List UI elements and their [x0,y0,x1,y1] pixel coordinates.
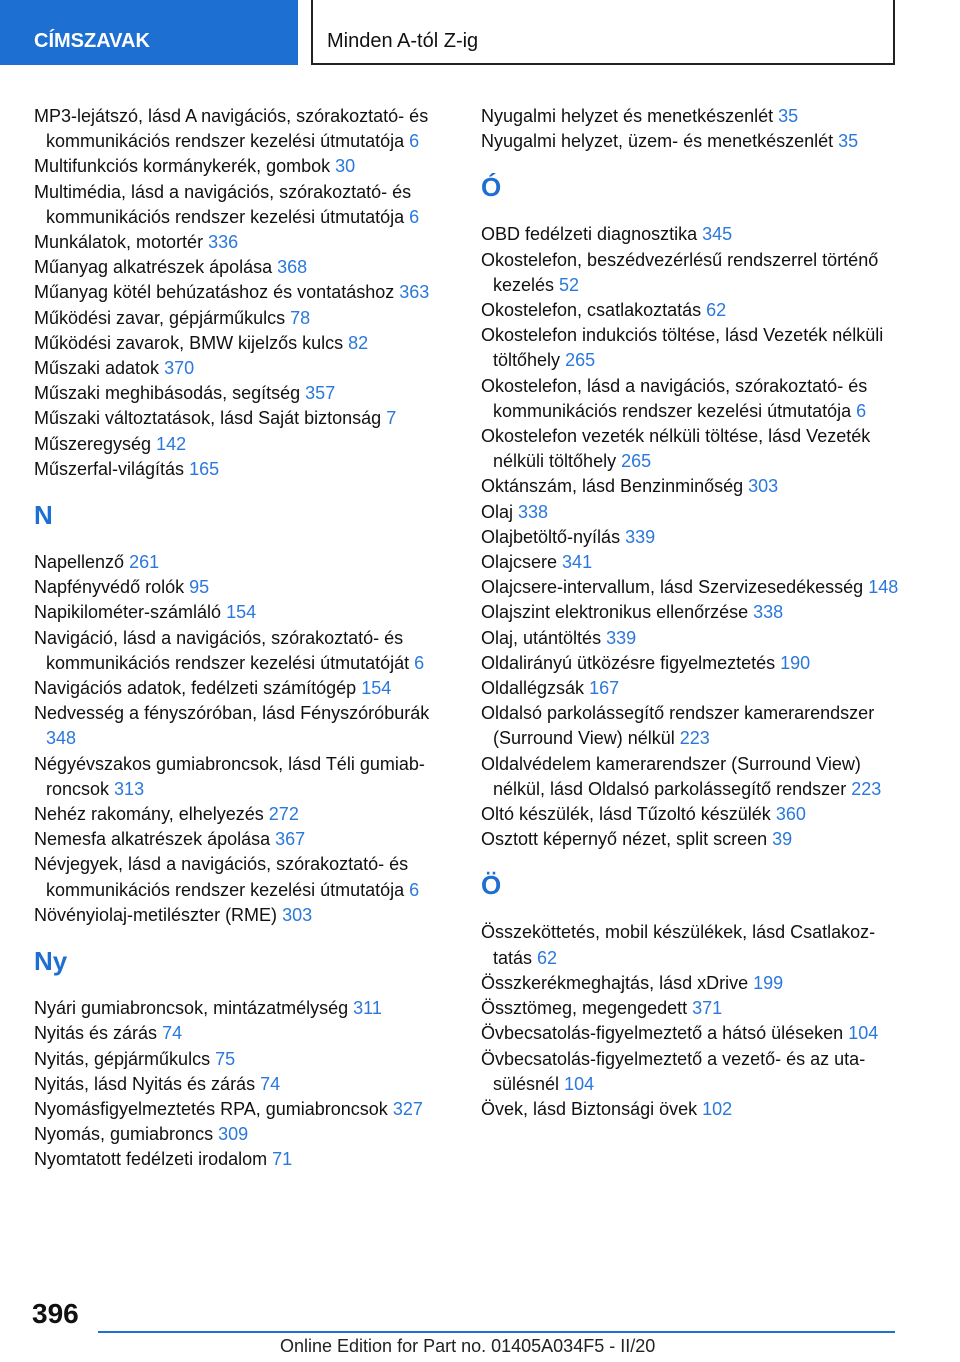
index-entry [481,626,901,651]
index-entry-page-link[interactable]: 367 [275,829,306,850]
footer-divider [98,1331,895,1333]
index-entry-page-link[interactable]: 341 [562,552,593,573]
index-entry-text: Olajszint elektronikus ellenőrzése [481,602,749,623]
index-entry [481,374,901,424]
index-entry-page-link[interactable]: 35 [778,106,799,126]
index-entry-page-link[interactable]: 261 [129,552,160,573]
index-entry [34,104,454,154]
index-entry-text: Nemesfa alkatrészek ápolása [34,829,271,850]
index-entry-page-link[interactable]: 104 [848,1023,879,1044]
index-entry [481,525,901,550]
index-entry-text: Nyitás, lásd Nyitás és zárás [34,1073,256,1094]
index-entry [34,575,454,600]
index-letter-heading: Ny [34,946,68,977]
index-entry [481,248,901,298]
index-entry-page-link[interactable]: 309 [218,1124,249,1145]
index-entry [34,406,454,431]
index-entry-page-link[interactable]: 30 [335,156,356,177]
index-entry-text: Navigáció, lásd a navigációs, szórakoztató- és kommunikációs rendszer kezelési útmutatóját [34,627,410,673]
index-entry [481,298,901,323]
index-entry-text: Négyévszakos gumiabroncsok, lásd Téli gumiabroncsok [34,753,425,799]
index-entry-page-link[interactable]: 74 [260,1073,281,1094]
index-entry-page-link[interactable]: 71 [272,1149,293,1170]
index-letter-heading: Ó [481,172,502,203]
index-entry-text: Műanyag kötél behúzatáshoz és vontatáshoz [34,282,395,303]
index-entry-text: Nyomás, gumiabroncs [34,1124,214,1145]
index-entry-page-link[interactable]: 6 [409,879,420,900]
index-entry [481,996,901,1021]
index-entry-text: Műszerfal-világítás [34,458,185,479]
index-entry-page-link[interactable]: 339 [625,526,656,547]
index-entry [481,129,901,154]
index-entry [481,424,901,474]
index-entry-text: Oldallégzsák [481,678,585,699]
index-entry-text: Osztott képernyő nézet, split screen [481,829,768,850]
index-entry-page-link[interactable]: 82 [348,332,369,353]
index-entry [34,356,454,381]
index-entry [34,996,454,1021]
index-entry-page-link[interactable]: 199 [753,972,784,993]
index-entry-page-link[interactable]: 348 [46,728,77,749]
index-entry-text: Okostelefon, csatlakoztatás [481,300,702,321]
index-entry-page-link[interactable]: 167 [589,678,620,699]
index-entry [34,1021,454,1046]
index-entry [481,474,901,499]
index-entry-text: Működési zavarok, BMW kijelzős kulcs [34,332,344,353]
index-entry-text: Nedvesség a fényszóróban, lásd Fényszóróburák [34,703,430,724]
index-entry-page-link[interactable]: 35 [838,131,859,152]
index-entry-text: Műszaki változtatások, lásd Saját biztonság [34,408,382,429]
index-entry-page-link[interactable]: 223 [851,778,882,799]
index-entry-text: OBD fedélzeti diagnosztika [481,224,698,245]
index-entry-page-link[interactable]: 272 [268,804,299,825]
index-entry-page-link[interactable]: 74 [162,1023,183,1044]
index-letter-heading: N [34,500,53,531]
index-entry-text: Oktánszám, lásd Benzinminőség [481,476,744,497]
index-entry [34,180,454,230]
section-tab: CÍMSZAVAK [0,0,298,65]
index-entry-text: Olajbetöltő-nyílás [481,526,621,547]
index-entry-text: Napellenző [34,552,125,573]
index-entry [481,1021,901,1046]
index-entry-page-link[interactable]: 104 [564,1073,595,1094]
index-entry-page-link[interactable]: 62 [537,947,558,968]
index-entry-text: Oldalvédelem kamerarendszer (Surround View) nélkül, lásd Oldalsó parkolássegítő rendszer [481,753,861,799]
index-entry-text: Övbecsatolás-figyelmeztető a hátsó üléseken [481,1023,844,1044]
index-entry-text: Össztömeg, megengedett [481,998,688,1019]
index-column-right [481,104,901,1122]
page-number: 396 [32,1298,79,1329]
index-entry-text: Műszaki meghibásodás, segítség [34,383,301,404]
index-entry [34,701,454,751]
index-entry-page-link[interactable]: 303 [748,476,779,497]
index-entry [34,154,454,179]
index-entry [34,457,454,482]
index-entry [481,222,901,247]
index-entry-text: Működési zavar, gépjárműkulcs [34,307,286,328]
index-letter-heading: Ö [481,870,502,901]
index-entry-page-link[interactable]: 223 [679,728,710,749]
index-entry [34,1097,454,1122]
index-entry-text: Műanyag alkatrészek ápolása [34,257,273,278]
index-entry [34,1072,454,1097]
index-entry-page-link[interactable]: 95 [189,577,210,598]
index-entry-page-link[interactable]: 165 [189,458,220,479]
index-entry-page-link[interactable]: 52 [559,274,580,295]
index-entry-text: Munkálatok, motortér [34,232,204,253]
index-entry-page-link[interactable]: 339 [606,627,637,648]
index-entry [34,676,454,701]
index-entry [34,280,454,305]
index-entry-page-link[interactable]: 148 [868,577,899,598]
index-entry-page-link[interactable]: 303 [282,904,313,925]
index-entry-text: Nehéz rakomány, elhelyezés [34,804,264,825]
index-entry [34,1047,454,1072]
index-entry [34,306,454,331]
index-entry-text: Okostelefon, beszédvezérlésű rendszerrel történő kezelés [481,249,879,295]
index-entry-text: Nyugalmi helyzet és menetkészenlét [481,106,774,126]
index-entry-page-link[interactable]: 62 [706,300,727,321]
index-entry [481,971,901,996]
index-entry [481,1097,901,1122]
index-entry-text: Nyári gumiabroncsok, mintázatmélység [34,998,349,1019]
index-entry [34,852,454,902]
index-entry-page-link[interactable]: 78 [290,307,311,328]
index-entry-page-link[interactable]: 338 [518,501,549,522]
index-entry-page-link[interactable]: 142 [156,433,187,454]
index-entry [481,651,901,676]
index-entry-page-link[interactable]: 313 [114,778,145,799]
page-title: Minden A-tól Z-ig [311,0,895,65]
index-entry [481,827,901,852]
index-column-left [34,104,454,1173]
index-entry-page-link[interactable]: 336 [208,232,239,253]
index-entry [34,752,454,802]
index-entry [34,827,454,852]
index-entry-text: Övek, lásd Biztonsági övek [481,1098,698,1119]
index-entry [481,676,901,701]
index-entry-text: Olaj, utántöltés [481,627,602,648]
index-entry-text: Okostelefon vezeték nélküli töltése, lásd Vezeték nélküli töltőhely [481,426,871,472]
index-entry-page-link[interactable]: 6 [409,206,420,227]
index-entry-text: Multifunkciós kormánykerék, gombok [34,156,331,177]
index-entry-text: Multimédia, lásd a navigációs, szórakoztató- és kommunikációs rendszer kezelési útmutatója [34,181,412,227]
index-entry-text: Napfényvédő rolók [34,577,185,598]
index-entry [481,500,901,525]
index-entry [34,381,454,406]
index-entry [481,575,901,600]
index-entry [481,752,901,802]
index-entry [481,323,901,373]
footer-edition-text: Online Edition for Part no. 01405A034F5 - II/20 [280,1336,656,1356]
index-entry-text: Műszeregység [34,433,152,454]
index-entry-page-link[interactable]: 7 [386,408,397,429]
index-entry [481,701,901,751]
index-entry-text: Oldalsó parkolássegítő rendszer kamerarendszer (Surround View) nélkül [481,703,875,749]
index-entry-text: Navigációs adatok, fedélzeti számítógép [34,678,357,699]
index-entry-text: Oltó készülék, lásd Tűzoltó készülék [481,804,771,825]
index-entry-page-link[interactable]: 360 [775,804,806,825]
index-entry [34,331,454,356]
index-entry [34,432,454,457]
index-entry [34,802,454,827]
index-entry-page-link[interactable]: 363 [399,282,430,303]
index-entry-page-link[interactable]: 102 [702,1098,733,1119]
index-entry [481,802,901,827]
index-entry-text: Olajcsere-intervallum, lásd Szervizesedékesség [481,577,864,598]
index-entry-page-link[interactable]: 311 [353,998,382,1019]
index-entry-text: Okostelefon indukciós töltése, lásd Vezeték nélküli töltőhely [481,325,884,371]
index-entry-text: MP3-lejátszó, lásd A navigációs, szórakoztató- és kommunikációs rendszer kezelési útmutatója [34,106,429,152]
index-entry-page-link[interactable]: 154 [226,602,257,623]
index-entry-page-link[interactable]: 75 [215,1048,236,1069]
index-entry [34,255,454,280]
index-entry-text: Nyitás, gépjárműkulcs [34,1048,211,1069]
index-entry-page-link[interactable]: 338 [753,602,784,623]
index-entry-text: Nyomtatott fedélzeti irodalom [34,1149,268,1170]
index-entry-page-link[interactable]: 190 [780,652,811,673]
index-entry [34,1147,454,1172]
index-entry-page-link[interactable]: 265 [621,451,652,472]
index-entry [481,104,901,129]
index-entry [481,550,901,575]
index-entry [34,1122,454,1147]
index-entry-page-link[interactable]: 370 [164,358,195,379]
index-entry-page-link[interactable]: 6 [414,652,425,673]
index-entry-page-link[interactable]: 357 [305,383,336,404]
index-entry-page-link[interactable]: 265 [565,350,596,371]
index-entry-page-link[interactable]: 368 [277,257,308,278]
index-entry-text: Nyitás és zárás [34,1023,158,1044]
index-entry-text: Nyugalmi helyzet, üzem- és menetkészenlét [481,131,834,152]
index-entry-page-link[interactable]: 39 [772,829,793,850]
index-entry-text: Nyomásfigyelmeztetés RPA, gumiabroncsok [34,1098,388,1119]
index-entry [481,1047,901,1097]
index-entry-text: Oldalirányú ütközésre figyelmeztetés [481,652,776,673]
index-entry-text: Növényiolaj-metilészter (RME) [34,904,278,925]
index-entry-text: Napikilométer-számláló [34,602,222,623]
index-entry-text: Műszaki adatok [34,358,160,379]
index-entry-text: Összkerékmeghajtás, lásd xDrive [481,972,749,993]
index-entry-page-link[interactable]: 371 [692,998,723,1019]
index-entry-page-link[interactable]: 327 [392,1098,423,1119]
index-entry [34,903,454,928]
index-entry-text: Okostelefon, lásd a navigációs, szórakoztató- és kommunikációs rendszer kezelési útmutatója [481,375,868,421]
index-entry-page-link[interactable]: 6 [856,400,867,421]
index-entry-text: Névjegyek, lásd a navigációs, szórakoztató- és kommunikációs rendszer kezelési útmutatója [34,854,409,900]
index-entry [34,550,454,575]
index-entry-page-link[interactable]: 345 [702,224,733,245]
index-entry-text: Olajcsere [481,552,558,573]
index-entry [481,600,901,625]
index-entry [34,600,454,625]
index-entry-text: Övbecsatolás-figyelmeztető a vezető- és az utasülésnél [481,1048,866,1094]
index-entry-text: Olaj [481,501,514,522]
index-entry [34,626,454,676]
index-entry [481,920,901,970]
index-entry [34,230,454,255]
index-entry-page-link[interactable]: 154 [361,678,392,699]
index-entry-text: Összeköttetés, mobil készülékek, lásd Csatlakoztatás [481,922,876,968]
index-entry-page-link[interactable]: 6 [409,131,420,152]
